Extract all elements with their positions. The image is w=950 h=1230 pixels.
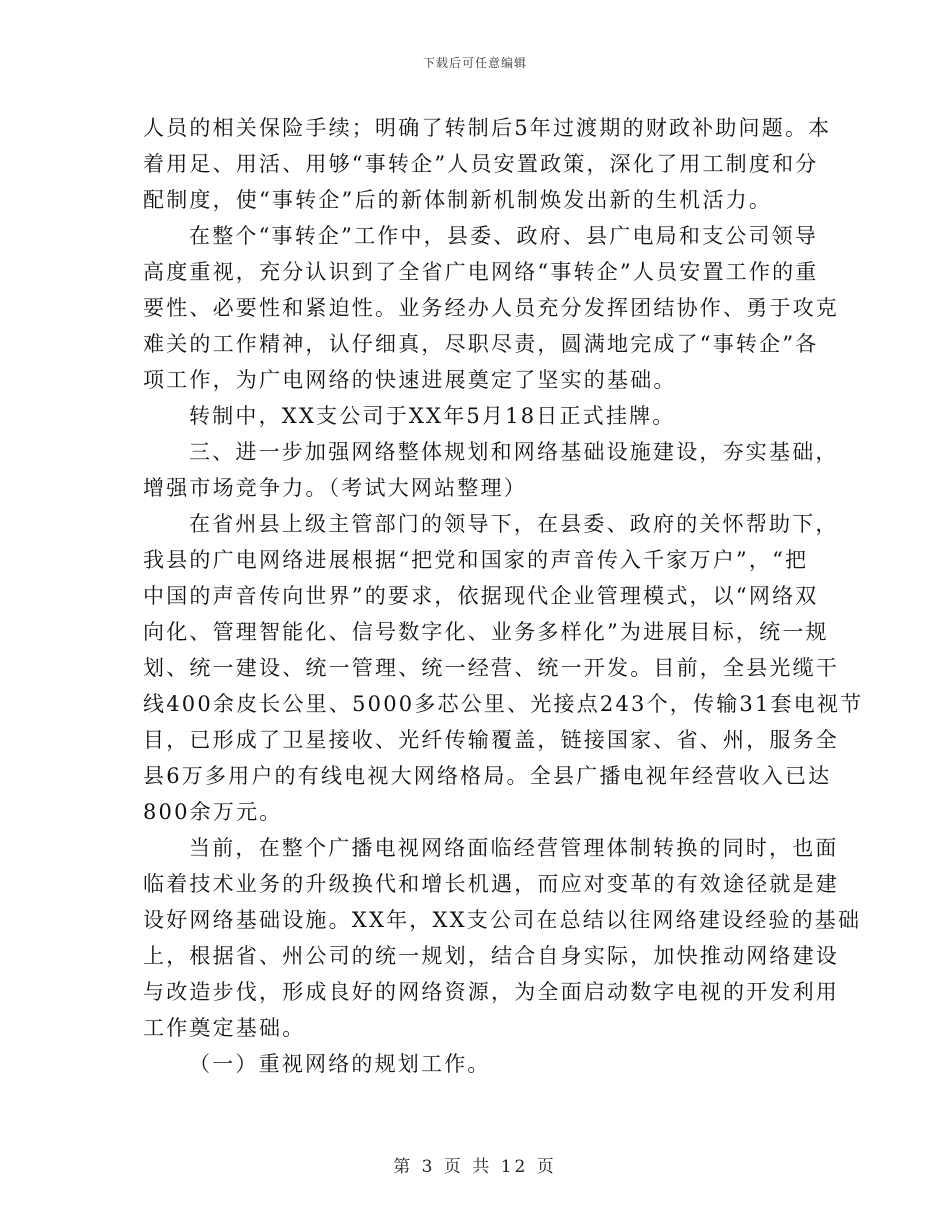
paragraph <box>143 1046 803 1082</box>
text-line: 临着技术业务的升级换代和增长机遇，而应对变革的有效途径就是建 <box>143 872 839 896</box>
paragraph <box>143 830 862 1046</box>
text-line: 配制度，使“事转企”后的新体制新机制焕发出新的生机活力。 <box>143 188 773 212</box>
paragraph <box>143 434 839 506</box>
paragraph <box>143 506 864 830</box>
text-line: 中国的声音传向世界”的要求，依据现代企业管理模式，以“网络双 <box>143 584 819 608</box>
text-line: 设好网络基础设施。XX年，XX支公司在总结以往网络建设经验的基础 <box>143 908 862 932</box>
text-line: 在省州县上级主管部门的领导下，在县委、政府的关怀帮助下， <box>189 512 839 536</box>
text-line: 三、进一步加强网络整体规划和网络基础设施建设，夯实基础， <box>189 440 839 464</box>
text-line: 转制中，XX支公司于XX年5月18日正式挂牌。 <box>189 404 676 428</box>
text-line: 增强市场竞争力。（考试大网站整理） <box>143 476 527 500</box>
paragraph <box>143 110 832 218</box>
paragraph <box>143 218 839 398</box>
text-line: 向化、管理智能化、信号数字化、业务多样化”为进展目标，统一规 <box>143 620 829 644</box>
document-body <box>143 110 864 1082</box>
text-line: 划、统一建设、统一管理、统一经营、统一开发。目前，全县光缆干 <box>143 656 839 680</box>
text-line: 着用足、用活、用够“事转企”人员安置政策，深化了用工制度和分 <box>143 152 819 176</box>
text-line: 与改造步伐，形成良好的网络资源，为全面启动数字电视的开发利用 <box>143 980 839 1004</box>
text-line: 高度重视，充分认识到了全省广电网络“事转企”人员安置工作的重 <box>143 260 819 284</box>
text-line: 难关的工作精神，认仔细真，尽职尽责，圆满地完成了“事转企”各 <box>143 332 819 356</box>
text-line: 工作奠定基础。 <box>143 1016 306 1040</box>
text-line: 县6万多用户的有线电视大网络格局。全县广播电视年经营收入已达 <box>143 764 832 788</box>
text-line: 要性、必要性和紧迫性。业务经办人员充分发挥团结协作、勇于攻克 <box>143 296 839 320</box>
text-line: 线400余皮长公里、5000多芯公里、光接点243个，传输31套电视节 <box>143 692 864 716</box>
text-line: 在整个“事转企”工作中，县委、政府、县广电局和支公司领导 <box>189 224 819 248</box>
paragraph <box>143 398 803 434</box>
text-line: 目，已形成了卫星接收、光纤传输覆盖，链接国家、省、州，服务全 <box>143 728 839 752</box>
text-line: 上，根据省、州公司的统一规划，结合自身实际，加快推动网络建设 <box>143 944 839 968</box>
text-line: 人员的相关保险手续；明确了转制后5年过渡期的财政补助问题。本 <box>143 116 832 140</box>
text-line: 当前，在整个广播电视网络面临经营管理体制转换的同时，也面 <box>189 836 839 860</box>
page-number: 第 3 页 共 12 页 <box>393 1157 557 1177</box>
text-line: 800余万元。 <box>143 800 283 824</box>
text-line: 我县的广电网络进展根据“把党和国家的声音传入千家万户”，“把 <box>143 548 809 572</box>
text-line: （一）重视网络的规划工作。 <box>189 1052 491 1076</box>
text-line: 项工作，为广电网络的快速进展奠定了坚实的基础。 <box>143 368 677 392</box>
header-note: 下载后可任意编辑 <box>422 56 527 70</box>
